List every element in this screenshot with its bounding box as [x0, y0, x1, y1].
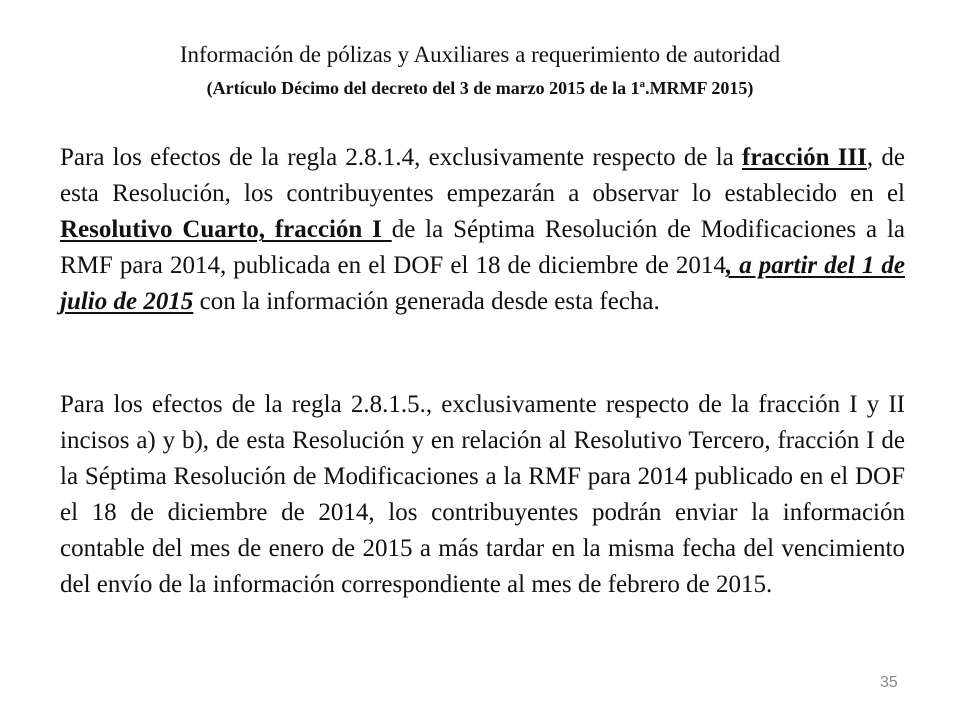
paragraph-regla-2-8-1-5: Para los efectos de la regla 2.8.1.5., exclusivamente respecto de la fracción I y II incisos a) y b), de esta Resolución y en relación al Resolutivo Tercero, fracción I de la Séptima Resolución de Modificaciones a la RMF para 2014 publicado en el DOF el 18 de diciembre de 2014, los contribuyentes podrán enviar la información contable del mes de enero de 2015 a más tardar en la misma fecha del vencimiento del envío de la información correspondiente al mes de febrero de 2015.	[60, 391, 905, 598]
paragraph1-text-4: con la información generada desde esta fecha.	[193, 288, 660, 315]
paragraph1-text-1: Para los efectos de la regla 2.8.1.4, exclusivamente respecto de la	[60, 144, 743, 171]
paragraph-regla-2-8-1-4	[60, 140, 905, 320]
emphasis-fecha-julio: , a partir del 1 de julio de 2015	[60, 252, 905, 315]
page-number: 35	[880, 674, 898, 691]
paragraph1-text-2: , de esta Resolución, los contribuyentes empezarán a observar lo establecido en el	[60, 144, 905, 207]
paragraph1-text-3: de la Séptima Resolución de Modificaciones a la RMF para 2014, publicada en el DOF el 18 de diciembre de 2014	[60, 216, 905, 279]
emphasis-resolutivo-cuarto: Resolutivo Cuarto, fracción I	[60, 216, 392, 243]
slide-title: Información de pólizas y Auxiliares a requerimiento de autoridad	[179, 42, 781, 67]
slide-subtitle: (Artículo Décimo del decreto del 3 de marzo 2015 de la 1ª.MRMF 2015)	[206, 78, 754, 98]
emphasis-fraccion-iii: fracción III	[742, 144, 867, 171]
